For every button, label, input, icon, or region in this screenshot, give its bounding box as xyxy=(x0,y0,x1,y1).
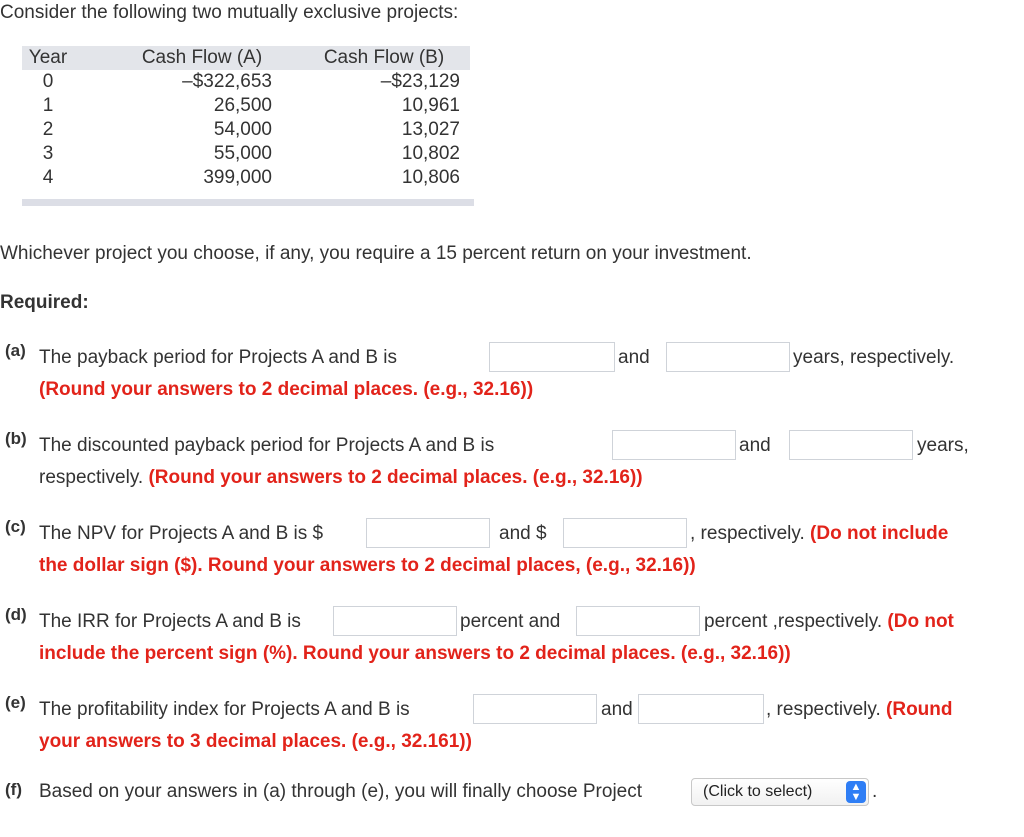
question-e-note1: (Round xyxy=(886,699,953,720)
question-e-after: , respectively. xyxy=(766,699,881,720)
requirement-text: Whichever project you choose, if any, you require a 15 percent return on your investment. xyxy=(0,243,752,264)
question-c-after: , respectively. xyxy=(690,523,805,544)
question-d-text: The IRR for Projects A and B is xyxy=(39,611,301,632)
question-d-and: percent and xyxy=(460,611,561,632)
project-select[interactable] xyxy=(691,778,869,806)
question-b-line2 xyxy=(39,467,643,489)
question-d-after-line xyxy=(704,611,954,633)
question-a-and: and xyxy=(618,347,650,368)
table-bottom-border xyxy=(22,199,474,206)
npv-b-input[interactable] xyxy=(563,518,687,548)
discounted-payback-b-input[interactable] xyxy=(789,430,913,460)
table-row-0-b: –$23,129 xyxy=(380,71,460,92)
question-b-letter: (b) xyxy=(5,429,27,448)
table-row-4-b: 10,806 xyxy=(401,167,460,188)
project-select-label: (Click to select) xyxy=(703,783,813,800)
table-row-2-year: 2 xyxy=(42,119,54,140)
question-f-text: Based on your answers in (a) through (e), you will finally choose Project xyxy=(39,781,643,802)
question-e-after-line xyxy=(766,699,953,721)
question-e-letter: (e) xyxy=(5,693,26,712)
question-d-note1: (Do not xyxy=(887,611,954,632)
table-row-3-a: 55,000 xyxy=(213,143,272,164)
intro-text: Consider the following two mutually exclusive projects: xyxy=(0,2,459,23)
payback-a-input[interactable] xyxy=(489,342,615,372)
question-f-letter: (f) xyxy=(5,780,22,799)
table-row-1-year: 1 xyxy=(42,95,54,116)
pi-a-input[interactable] xyxy=(473,694,597,724)
question-f-end: . xyxy=(872,781,878,802)
question-b-and: and xyxy=(739,435,771,456)
table-row-3-b: 10,802 xyxy=(401,143,460,164)
table-row-2-a: 54,000 xyxy=(213,119,272,140)
payback-b-input[interactable] xyxy=(666,342,790,372)
question-d-note2: include the percent sign (%). Round your answers to 2 decimal places. (e.g., 32.16)) xyxy=(39,643,791,664)
header-year: Year xyxy=(28,47,68,68)
header-cash-flow-a: Cash Flow (A) xyxy=(141,47,263,68)
table-row-4-year: 4 xyxy=(42,167,54,188)
irr-b-input[interactable] xyxy=(576,606,700,636)
question-d-letter: (d) xyxy=(5,605,27,624)
question-c-note2: the dollar sign ($). Round your answers to 2 decimal places, (e.g., 32.16)) xyxy=(39,555,696,576)
question-e-and: and xyxy=(601,699,633,720)
table-row-0-year: 0 xyxy=(42,71,54,92)
question-a-note: (Round your answers to 2 decimal places. (e.g., 32.16)) xyxy=(39,379,534,400)
table-row-0-a: –$322,653 xyxy=(182,71,272,92)
question-a-letter: (a) xyxy=(5,341,26,360)
question-d-after: percent ,respectively. xyxy=(704,611,883,632)
npv-a-input[interactable] xyxy=(366,518,490,548)
question-e-note2: your answers to 3 decimal places. (e.g., 32.161)) xyxy=(39,731,472,752)
discounted-payback-a-input[interactable] xyxy=(612,430,736,460)
question-c-note1: (Do not include xyxy=(810,523,949,544)
table-row-3-year: 3 xyxy=(42,143,54,164)
table-row-1-a: 26,500 xyxy=(213,95,272,116)
question-c-after-line xyxy=(690,523,948,545)
table-row-4-a: 399,000 xyxy=(203,167,272,188)
irr-a-input[interactable] xyxy=(333,606,457,636)
question-c-letter: (c) xyxy=(5,517,26,536)
table-row-1-b: 10,961 xyxy=(401,95,460,116)
question-c-and: and $ xyxy=(499,523,547,544)
cash-flow-table xyxy=(22,46,474,206)
question-c-text: The NPV for Projects A and B is $ xyxy=(39,523,324,544)
pi-b-input[interactable] xyxy=(638,694,764,724)
question-b-note: (Round your answers to 2 decimal places. (e.g., 32.16)) xyxy=(148,467,643,488)
up-down-chevron-icon: ▲ ▼ xyxy=(846,781,866,803)
required-heading: Required: xyxy=(0,292,89,313)
question-b-respectively: respectively. xyxy=(39,467,144,488)
question-e-text: The profitability index for Projects A and B is xyxy=(39,699,410,720)
question-a-after: years, respectively. xyxy=(793,347,955,368)
question-a-text: The payback period for Projects A and B is xyxy=(39,347,398,368)
header-cash-flow-b: Cash Flow (B) xyxy=(323,47,445,68)
table-row-2-b: 13,027 xyxy=(401,119,460,140)
question-b-after: years, xyxy=(917,435,969,456)
question-b-text: The discounted payback period for Projects A and B is xyxy=(39,435,495,456)
